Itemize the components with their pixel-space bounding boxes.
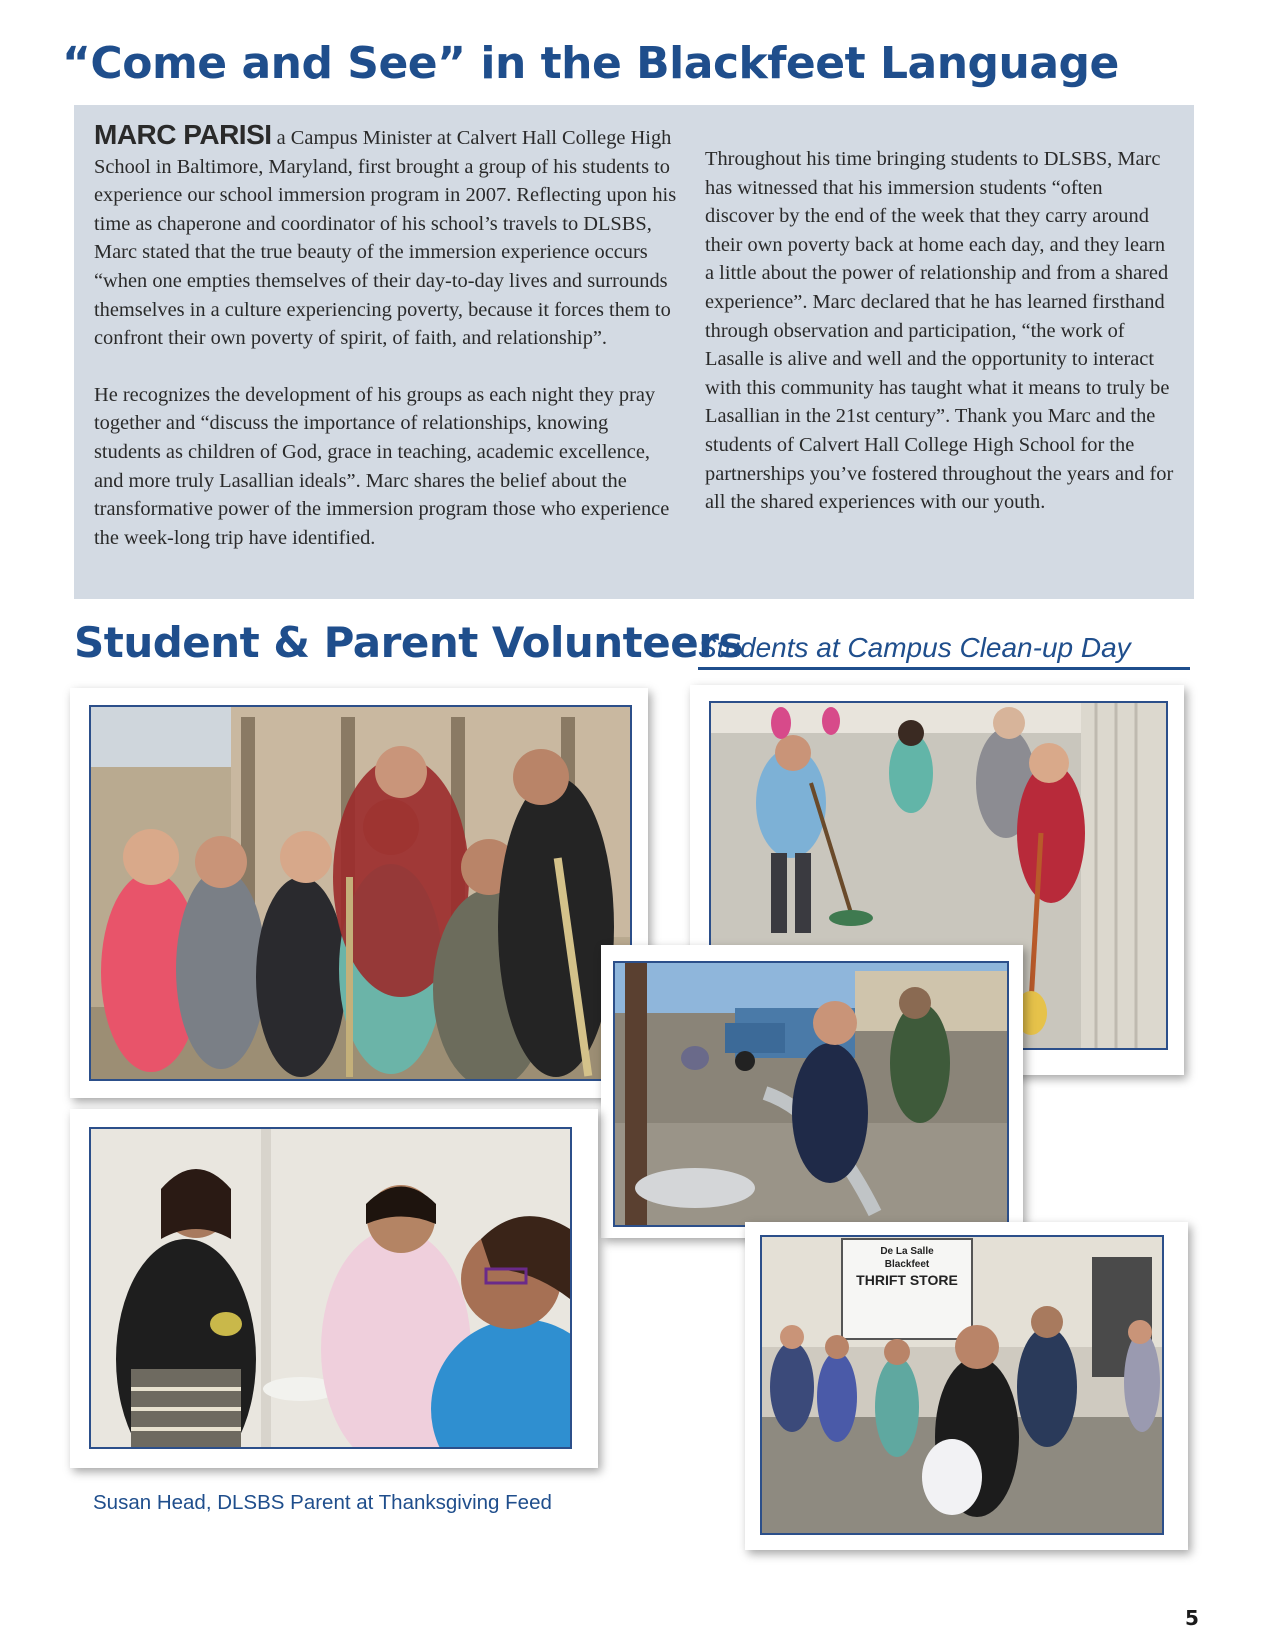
sign-line-2: Blackfeet <box>884 1259 930 1270</box>
article-paragraph-2: He recognizes the development of his groups as each night they pray together and “discuss the importance of relationships, knowing students as children of God, grace in teaching, academic excellence, and more truly Lasallian ideals”. Marc shares the belief about the transformative power of the immersion program those who experience the week-long trip have identified. <box>94 383 670 549</box>
photo-thanksgiving <box>89 1127 572 1449</box>
page-number: 5 <box>1185 1606 1199 1630</box>
photo-raking <box>613 961 1009 1227</box>
volunteers-title: Student & Parent Volunteers <box>74 618 743 667</box>
photo-thrift-store <box>760 1235 1164 1535</box>
sign-line-1: De La Salle <box>880 1246 934 1257</box>
article-paragraph-1 <box>94 121 679 353</box>
lead-name: MARC PARISI <box>94 119 272 150</box>
subcaption-rule <box>698 667 1190 670</box>
article-paragraph-3: Throughout his time bringing students to DLSBS, Marc has witnessed that his immersion students “often discover by the end of the week that they carry around their own poverty back at home each day, and they learn a little about the power of relationship and from a shared experience”. Marc declared that he has learned firsthand through observation and participation, “the work of Lasalle is alive and well and the opportunity to interact with this community has taught what it means to truly be Lasallian in the 21st century”. Thank you Marc and the students of Calvert Hall College High School for the partnerships you’ve fostered throughout the years and for all the shared experiences with our youth. <box>705 148 1174 514</box>
page-title: “Come and See” in the Blackfeet Language <box>62 38 1119 89</box>
thanksgiving-caption: Susan Head, DLSBS Parent at Thanksgiving Feed <box>93 1491 552 1514</box>
photo-group-students <box>89 705 632 1081</box>
sign-line-3: THRIFT STORE <box>856 1272 958 1288</box>
article-left-column <box>94 121 679 552</box>
article-right-column <box>705 145 1175 517</box>
cleanup-subcaption: Students at Campus Clean-up Day <box>698 632 1131 663</box>
article-paragraph-1-text: a Campus Minister at Calvert Hall College High School in Baltimore, Maryland, first brought a group of his students to experience our school immersion program in 2007. Reflecting upon his time as chaperone and coordinator of his school’s travels to DLSBS, Marc stated that the true beauty of the immersion experience occurs “when one empties themselves of their day-to-day lives and surrounds themselves in a culture experiencing poverty, because it forces them to confront their own poverty of spirit, of faith, and relationship”. <box>94 127 677 350</box>
